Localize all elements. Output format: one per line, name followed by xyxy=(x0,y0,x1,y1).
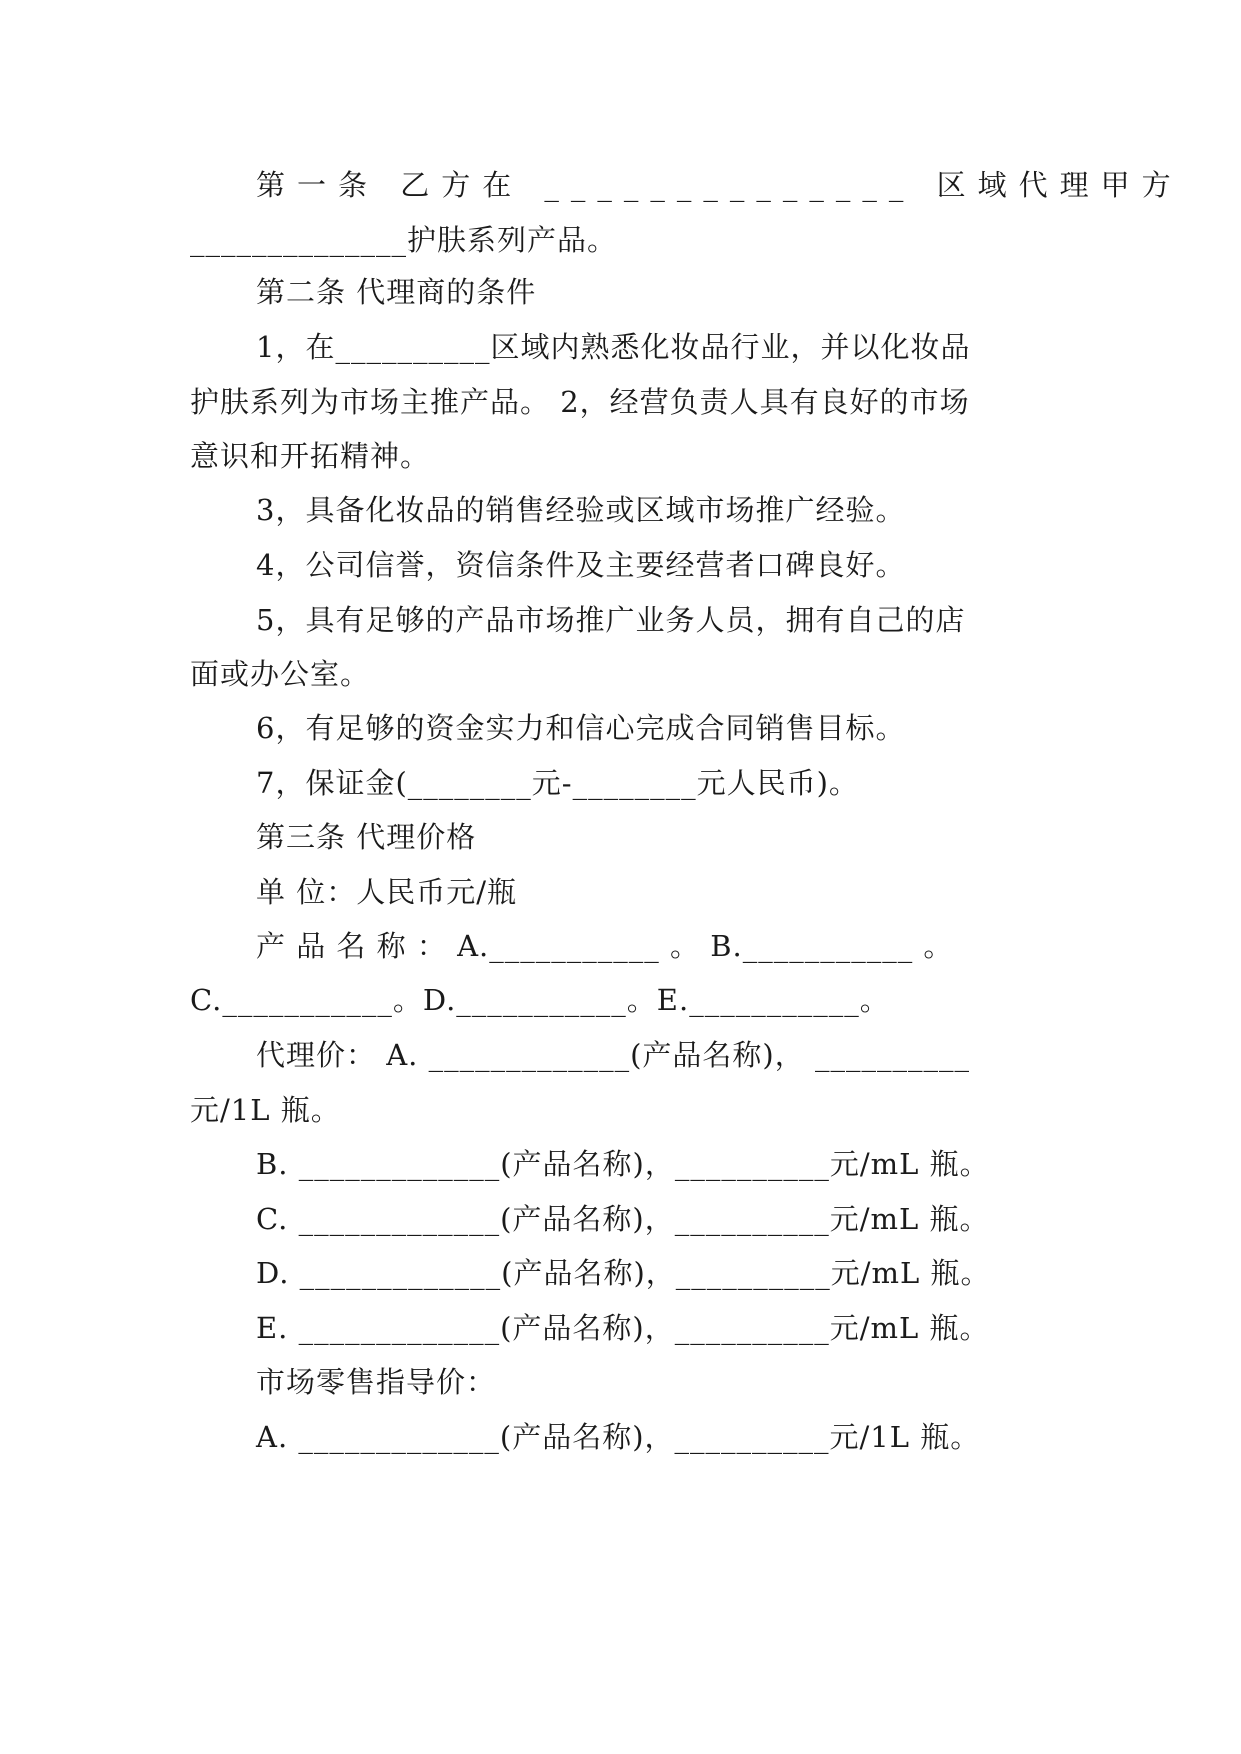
agent-price-line-1: 代理价： A. _____________(产品名称)， __________ xyxy=(256,1038,970,1072)
clause-2-item-1-line-1: 1，在__________区域内熟悉化妆品行业，并以化妆品 xyxy=(256,330,971,364)
clause-1-line-2: ______________护肤系列产品。 xyxy=(190,223,618,257)
clause-2-item-4: 4，公司信誉，资信条件及主要经营者口碑良好。 xyxy=(256,548,906,582)
clause-2-item-5-line-2: 面或办公室。 xyxy=(190,657,371,691)
agent-price-b: B. _____________(产品名称)，__________元/mL 瓶。 xyxy=(256,1147,990,1181)
unit-line: 单 位：人民币元/瓶 xyxy=(256,875,517,909)
retail-price-a: A. _____________(产品名称)，__________元/1L 瓶。 xyxy=(256,1420,981,1454)
clause-2-item-7: 7，保证金(________元-________元人民币)。 xyxy=(256,766,859,800)
product-names-line-2: C.___________。D.___________。E.___________。 xyxy=(190,983,890,1017)
clause-2-item-2-line-2: 意识和开拓精神。 xyxy=(190,439,431,473)
clause-3-heading: 第三条 代理价格 xyxy=(256,820,477,854)
product-names-line-1: 产 品 名 称 ： A.___________ 。 B.___________ 。 xyxy=(256,929,954,963)
clause-2-item-3: 3，具备化妆品的销售经验或区域市场推广经验。 xyxy=(256,493,906,527)
clause-2-item-6: 6，有足够的资金实力和信心完成合同销售目标。 xyxy=(256,711,906,745)
agent-price-d: D. _____________(产品名称)，__________元/mL 瓶。 xyxy=(256,1256,991,1290)
clause-2-item-1-line-2: 护肤系列为市场主推产品。 2，经营负责人具有良好的市场 xyxy=(190,385,970,419)
clause-1-line-1: 第一条 乙方在 ______________ 区域代理甲方 xyxy=(256,168,1183,202)
agent-price-e: E. _____________(产品名称)，__________元/mL 瓶。 xyxy=(256,1311,990,1345)
agent-price-line-2: 元/1L 瓶。 xyxy=(190,1093,341,1127)
clause-2-item-5-line-1: 5，具有足够的产品市场推广业务人员，拥有自己的店 xyxy=(256,603,966,637)
clause-2-heading: 第二条 代理商的条件 xyxy=(256,275,537,309)
agent-price-c: C. _____________(产品名称)，__________元/mL 瓶。 xyxy=(256,1202,990,1236)
retail-price-heading: 市场零售指导价： xyxy=(256,1365,497,1399)
